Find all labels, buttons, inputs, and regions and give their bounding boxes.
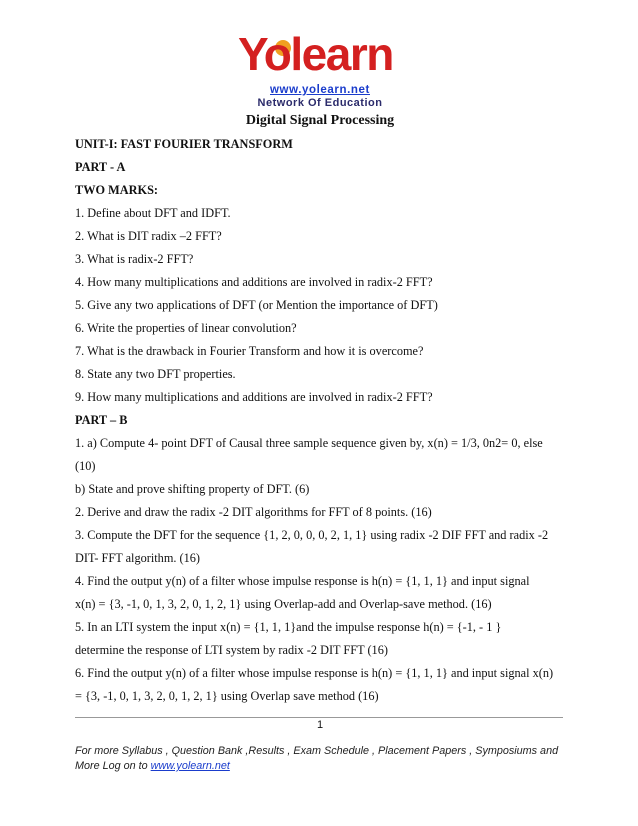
yolearn-logo-graphic <box>236 28 396 80</box>
question-b-line: (10) <box>75 459 96 473</box>
two-marks-heading: TWO MARKS: <box>75 183 159 197</box>
logo-text: Yolearn <box>238 28 393 80</box>
document-title: Digital Signal Processing <box>245 113 395 128</box>
question-b-line: 1. a) Compute 4- point DFT of Causal three sample sequence given by, x(n) = 1/3, 0n2= 0, else <box>75 436 543 450</box>
question-a-2: 2. What is DIT radix –2 FFT? <box>75 229 222 243</box>
question-b-line: b) State and prove shifting property of DFT. (6) <box>75 482 310 496</box>
question-b-line: determine the response of LTI system by radix -2 DIT FFT (16) <box>75 643 388 657</box>
footer-divider <box>75 717 563 718</box>
question-a-1: 1. Define about DFT and IDFT. <box>75 206 231 220</box>
site-url-link[interactable]: www.yolearn.net <box>270 84 370 96</box>
yolearn-logo[interactable] <box>236 28 396 80</box>
question-a-5: 5. Give any two applications of DFT (or Mention the importance of DFT) <box>75 298 438 312</box>
footer-text-2: More Log on to <box>75 760 151 772</box>
footer-text: For more Syllabus , Question Bank ,Results , Exam Schedule , Placement Papers , Symposiums and <box>75 745 559 757</box>
question-a-7: 7. What is the drawback in Fourier Transform and how it is overcome? <box>75 344 424 358</box>
document-body <box>75 133 570 708</box>
question-a-4: 4. How many multiplications and additions are involved in radix-2 FFT? <box>75 275 433 289</box>
tagline: Network Of Education <box>257 97 383 109</box>
unit-heading: UNIT-I: FAST FOURIER TRANSFORM <box>75 137 293 151</box>
page-number: 1 <box>316 719 324 731</box>
footer-link[interactable]: www.yolearn.net <box>150 760 230 772</box>
question-a-3: 3. What is radix-2 FFT? <box>75 252 194 266</box>
part-a-heading: PART - A <box>75 160 126 174</box>
footer-note <box>75 744 565 774</box>
footer-line-2 <box>75 759 565 774</box>
question-b-line: 4. Find the output y(n) of a filter whose impulse response is h(n) = {1, 1, 1} and input signal <box>75 574 530 588</box>
question-b-line: 6. Find the output y(n) of a filter whose impulse response is h(n) = {1, 1, 1} and input signal x(n) <box>75 666 554 680</box>
part-b-heading: PART – B <box>75 413 128 427</box>
question-a-9: 9. How many multiplications and additions are involved in radix-2 FFT? <box>75 390 433 404</box>
question-b-line: 3. Compute the DFT for the sequence {1, 2, 0, 0, 0, 2, 1, 1} using radix -2 DIF FFT and radix -2 <box>75 528 549 542</box>
question-b-line: = {3, -1, 0, 1, 3, 2, 0, 1, 2, 1} using Overlap save method (16) <box>75 689 379 703</box>
question-a-6: 6. Write the properties of linear convolution? <box>75 321 297 335</box>
question-b-line: DIT- FFT algorithm. (16) <box>75 551 201 565</box>
question-b-line: 5. In an LTI system the input x(n) = {1, 1, 1}and the impulse response h(n) = {-1, - 1 } <box>75 620 502 634</box>
question-b-line: x(n) = {3, -1, 0, 1, 3, 2, 0, 1, 2, 1} using Overlap-add and Overlap-save method. (16) <box>75 597 492 611</box>
question-a-8: 8. State any two DFT properties. <box>75 367 236 381</box>
question-b-line: 2. Derive and draw the radix -2 DIT algorithms for FFT of 8 points. (16) <box>75 505 432 519</box>
